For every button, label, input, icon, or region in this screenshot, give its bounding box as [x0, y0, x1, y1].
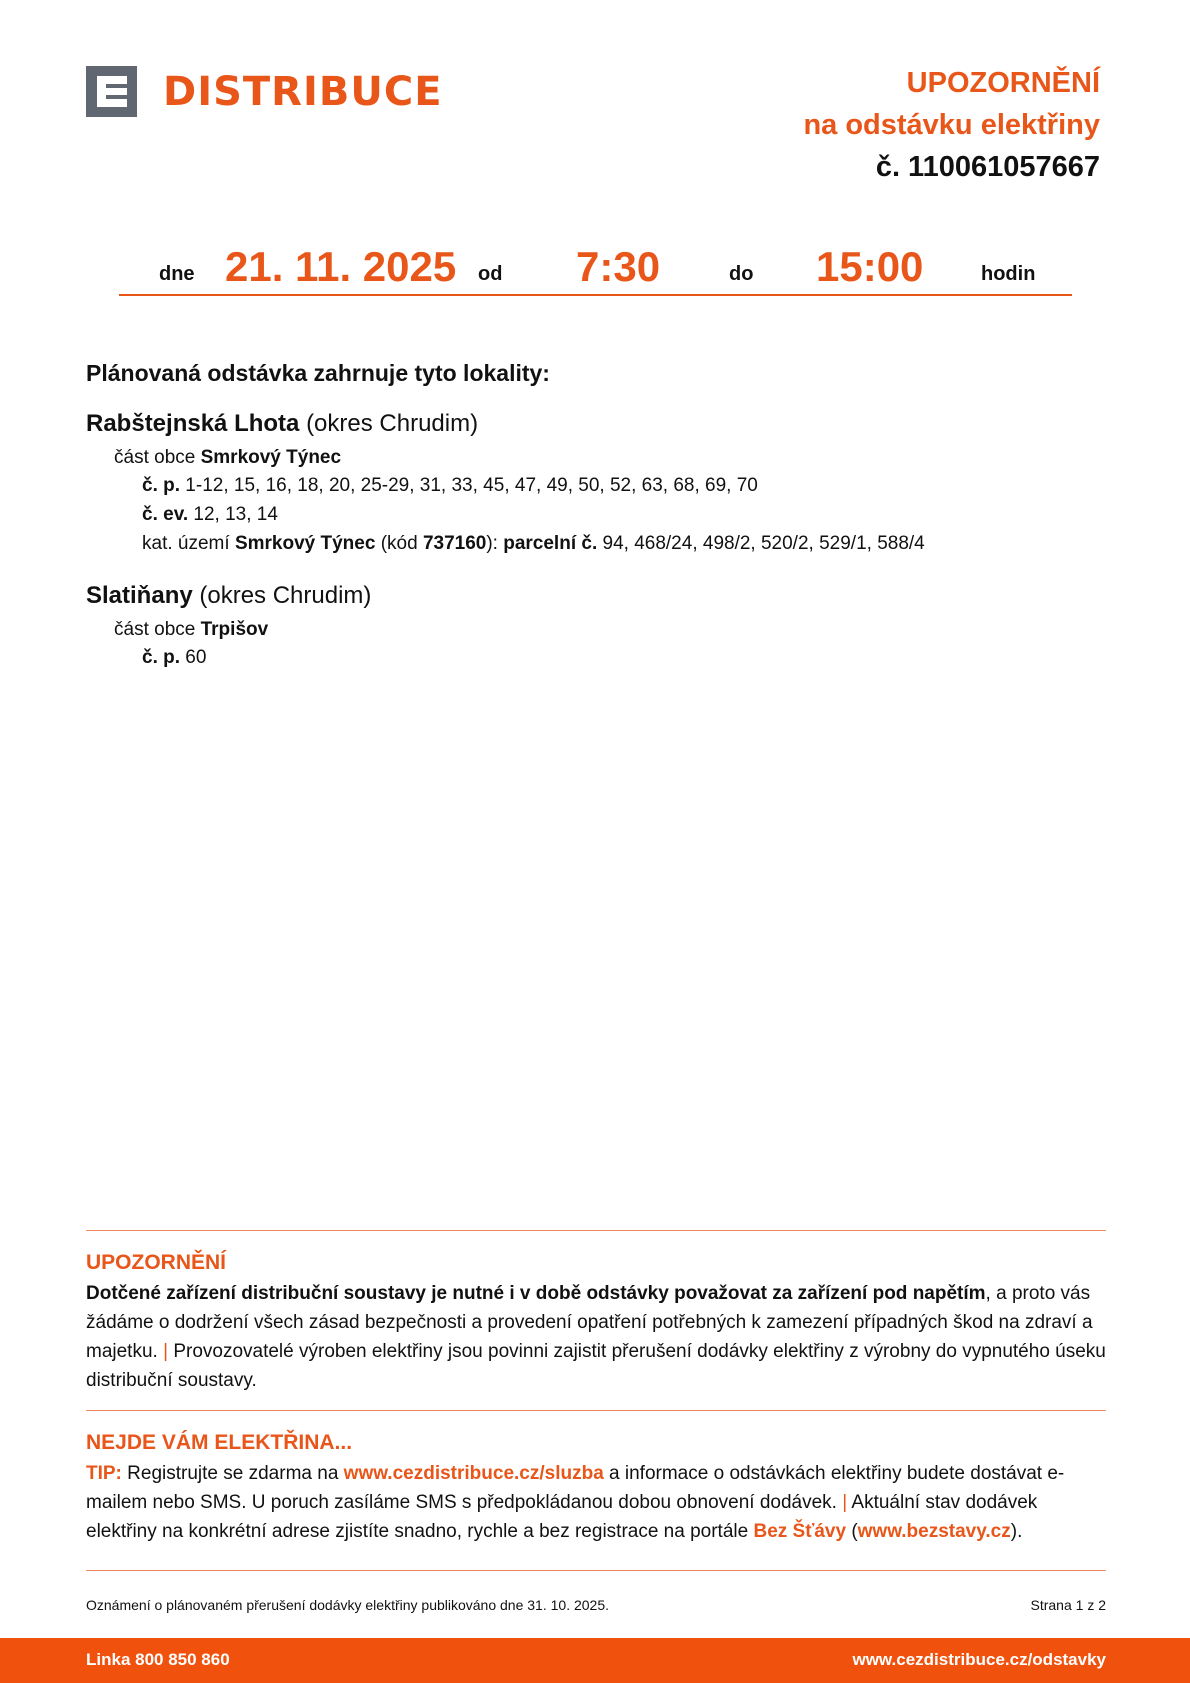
tip-text2: a informace o odstávkách elektřiny budete dostávat e-mailem nebo SMS. U poruch zasíláme SMS s předpokládanou dobou obnovení dodávek.: [86, 1463, 1065, 1513]
divider: [86, 1570, 1106, 1571]
notice-heading: [803, 62, 1100, 188]
outages-url[interactable]: www.cezdistribuce.cz/odstavky: [852, 1650, 1106, 1669]
notice-number: č. 110061057667: [875, 151, 1100, 183]
kod-open: (kód: [380, 533, 418, 554]
notice-subtitle: na odstávku elektřiny: [803, 109, 1100, 141]
from-label: od: [478, 263, 503, 285]
warning-text1: , a proto vás žádáme o dodržení všech zásad bezpečnosti a provedení opatření potřebných k zamezení případných škod na zdraví a majetku.: [86, 1283, 1093, 1362]
cez-logo-icon: [86, 66, 137, 117]
bezstavy-link[interactable]: www.bezstavy.cz: [857, 1521, 1011, 1542]
kat-label: kat. území: [142, 533, 230, 554]
cadastral-line: [142, 533, 925, 555]
warning-text: [86, 1279, 1111, 1395]
cp-values: 60: [185, 647, 207, 668]
tip-text1: Registrujte se zdarma na: [127, 1463, 339, 1484]
municipality-name: Slatiňany: [86, 582, 193, 609]
ce-values: 12, 13, 14: [193, 504, 278, 525]
paren-close: ).: [1010, 1521, 1023, 1542]
hotline[interactable]: Linka 800 850 860: [86, 1650, 230, 1669]
location-name: [86, 410, 478, 438]
footer-bar: [0, 1638, 1190, 1683]
separator: |: [842, 1492, 848, 1513]
kod-value: 737160: [422, 533, 487, 554]
to-label: do: [729, 263, 754, 285]
hours-label: hodin: [981, 263, 1036, 285]
outage-start-time: 7:30: [576, 243, 661, 290]
outage-dateline: [119, 236, 1072, 296]
outage-end-time: 15:00: [816, 243, 924, 290]
paren-open: (: [851, 1521, 858, 1542]
tip-label: TIP:: [86, 1463, 122, 1484]
warning-bold: Dotčené zařízení distribuční soustavy je nutné i v době odstávky považovat za zařízení pod napětím: [86, 1283, 986, 1304]
parcel-label: parcelní č.: [503, 533, 598, 554]
separator: |: [163, 1341, 169, 1362]
location-name: [86, 582, 371, 610]
cp-label: č. p.: [142, 475, 181, 496]
tip-title: NEJDE VÁM ELEKTŘINA...: [86, 1431, 353, 1454]
logo-text: DISTRIBUCE: [163, 68, 443, 115]
warning-text2: Provozovatelé výroben elektřiny jsou povinni zajistit přerušení dodávky elektřiny z výrobny do vypnutého úseku distribuční soustavy.: [86, 1341, 1106, 1391]
part-name: Smrkový Týnec: [200, 447, 342, 468]
tip-text: [86, 1459, 1111, 1546]
portal-name: Bez Šťávy: [753, 1521, 847, 1542]
part-name: Trpišov: [200, 619, 269, 640]
part-label: část obce: [114, 447, 196, 468]
district: (okres Chrudim): [199, 582, 372, 609]
company-logo: [86, 66, 443, 117]
parcel-values: 94, 468/24, 498/2, 520/2, 529/1, 588/4: [602, 533, 925, 554]
divider: [86, 1230, 1106, 1231]
house-numbers: [142, 647, 206, 669]
divider: [86, 1410, 1106, 1411]
locations-title: Plánovaná odstávka zahrnuje tyto lokality:: [86, 360, 550, 386]
outage-date: 21. 11. 2025: [225, 243, 457, 290]
district: (okres Chrudim): [306, 410, 479, 437]
tip-text3: Aktuální stav dodávek elektřiny na konkrétní adrese zjistíte snadno, rychle a bez registrace na portále: [86, 1492, 1038, 1542]
kod-close: ):: [486, 533, 498, 554]
notice-title: UPOZORNĚNÍ: [906, 67, 1100, 99]
warning-title: UPOZORNĚNÍ: [86, 1251, 227, 1274]
ce-label: č. ev.: [142, 504, 189, 525]
kat-name: Smrkový Týnec: [234, 533, 376, 554]
municipality-name: Rabštejnská Lhota: [86, 410, 300, 437]
cp-label: č. p.: [142, 647, 181, 668]
municipality-part: [114, 447, 341, 469]
evidence-numbers: [142, 504, 278, 526]
part-label: část obce: [114, 619, 196, 640]
house-numbers: [142, 475, 758, 497]
publication-note: Oznámení o plánovaném přerušení dodávky elektřiny publikováno dne 31. 10. 2025.: [86, 1597, 610, 1613]
cp-values: 1-12, 15, 16, 18, 20, 25-29, 31, 33, 45, 47, 49, 50, 52, 63, 68, 69, 70: [185, 475, 758, 496]
municipality-part: [114, 619, 268, 641]
date-label: dne: [159, 263, 195, 285]
page-number: Strana 1 z 2: [1030, 1597, 1106, 1613]
service-link[interactable]: www.cezdistribuce.cz/sluzba: [343, 1463, 604, 1484]
